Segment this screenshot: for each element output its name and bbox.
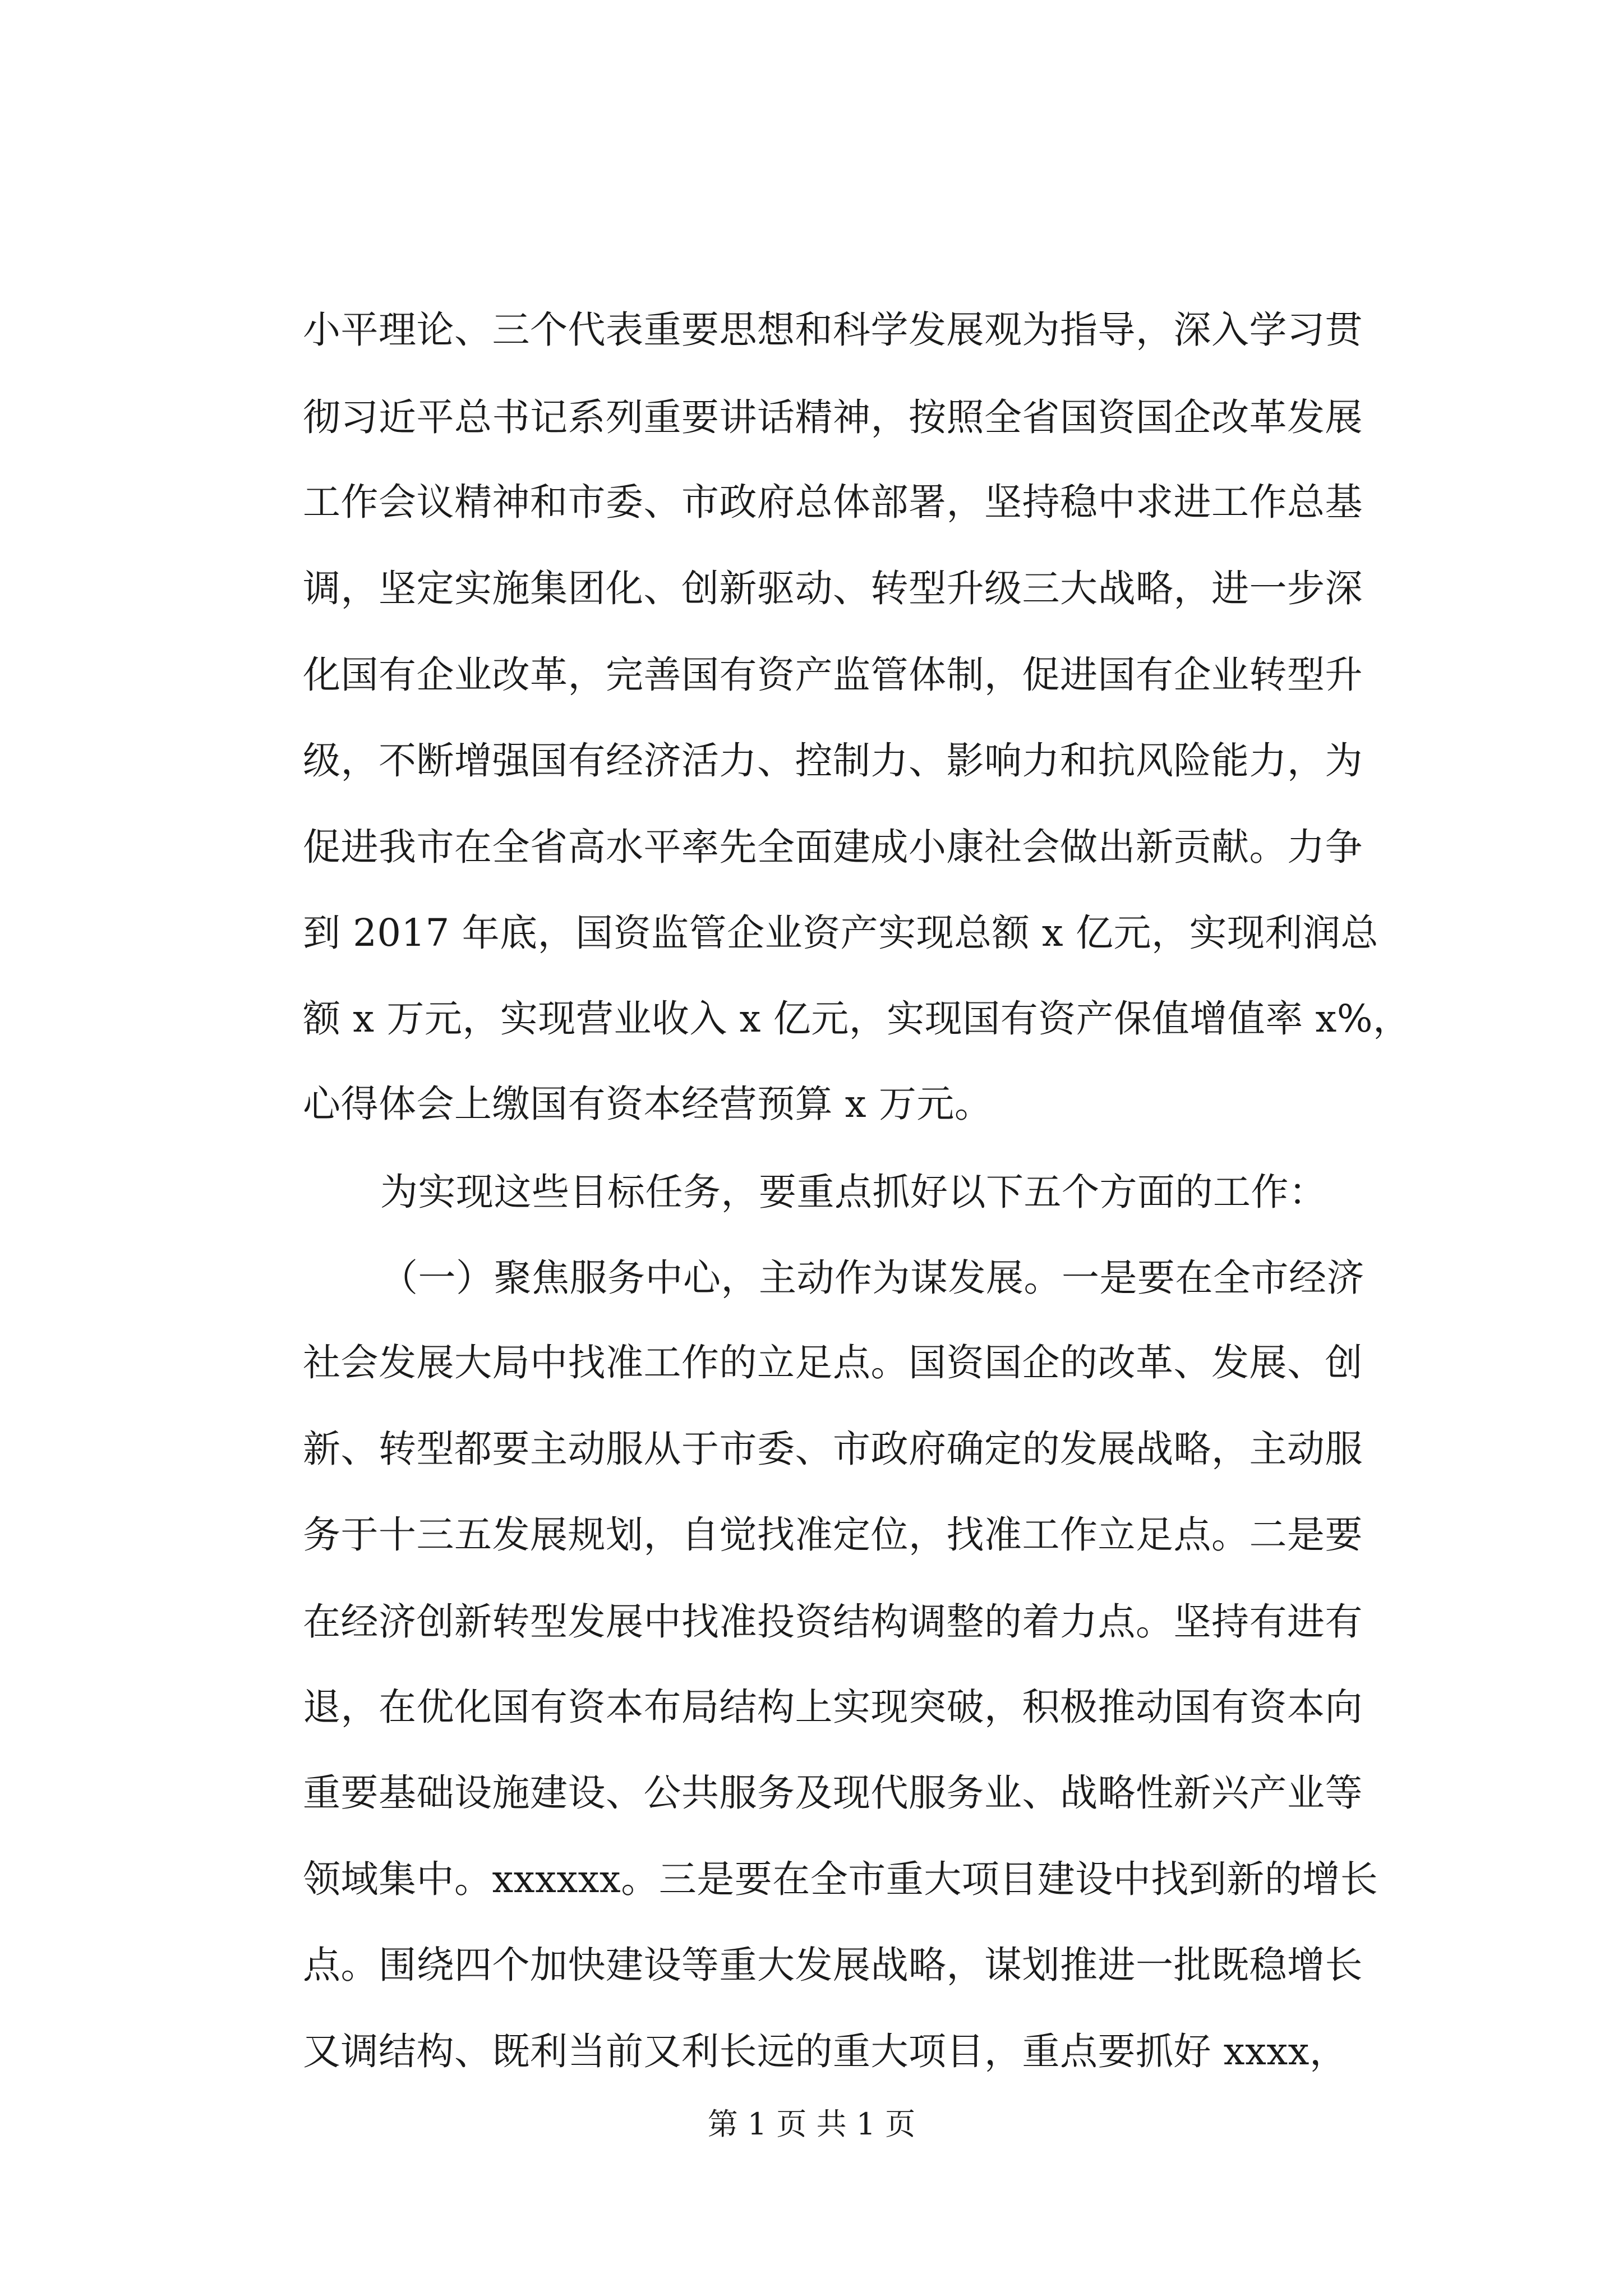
text-line: 彻习近平总书记系列重要讲话精神，按照全省国资国企改革发展 [303,395,1363,439]
text-line: 又调结构、既利当前又利长远的重大项目，重点要抓好 xxxx， [303,2030,1348,2073]
paragraph-first-line: 为实现这些目标任务，要重点抓好以下五个方面的工作： [380,1170,1327,1214]
text-line: 化国有企业改革，完善国有资产监管体制，促进国有企业转型升 [303,653,1363,697]
text-line: 小平理论、三个代表重要思想和科学发展观为指导，深入学习贯 [303,308,1363,352]
paragraph-first-line: （一）聚焦服务中心，主动作为谋发展。一是要在全市经济 [380,1256,1364,1300]
text-line: 在经济创新转型发展中找准投资结构调整的着力点。坚持有进有 [303,1600,1363,1644]
text-line: 退，在优化国有资本布局结构上实现突破，积极推动国有资本向 [303,1685,1363,1729]
text-line: 新、转型都要主动服从于市委、市政府确定的发展战略，主动服 [303,1427,1363,1471]
text-line: 重要基础设施建设、公共服务及现代服务业、战略性新兴产业等 [303,1771,1363,1815]
text-line: 到 2017 年底，国资监管企业资产实现总额 x 亿元，实现利润总 [303,911,1378,955]
text-line: 调，坚定实施集团化、创新驱动、转型升级三大战略，进一步深 [303,567,1363,610]
text-line: 级，不断增强国有经济活力、控制力、影响力和抗风险能力，为 [303,739,1363,783]
page-number-footer: 第 1 页 共 1 页 [707,2106,916,2142]
text-line: 额 x 万元，实现营业收入 x 亿元，实现国有资产保值增值率 x%， [303,997,1411,1041]
text-line: 领域集中。xxxxxx。三是要在全市重大项目建设中找到新的增长 [303,1857,1378,1901]
text-line: 点。围绕四个加快建设等重大发展战略，谋划推进一批既稳增长 [303,1943,1363,1987]
text-line: 心得体会上缴国有资本经营预算 x 万元。 [303,1082,993,1126]
text-line: 工作会议精神和市委、市政府总体部署，坚持稳中求进工作总基 [303,480,1363,524]
text-line: 促进我市在全省高水平率先全面建成小康社会做出新贡献。力争 [303,825,1363,869]
text-line: 社会发展大局中找准工作的立足点。国资国企的改革、发展、创 [303,1341,1363,1384]
text-line: 务于十三五发展规划，自觉找准定位，找准工作立足点。二是要 [303,1513,1363,1557]
